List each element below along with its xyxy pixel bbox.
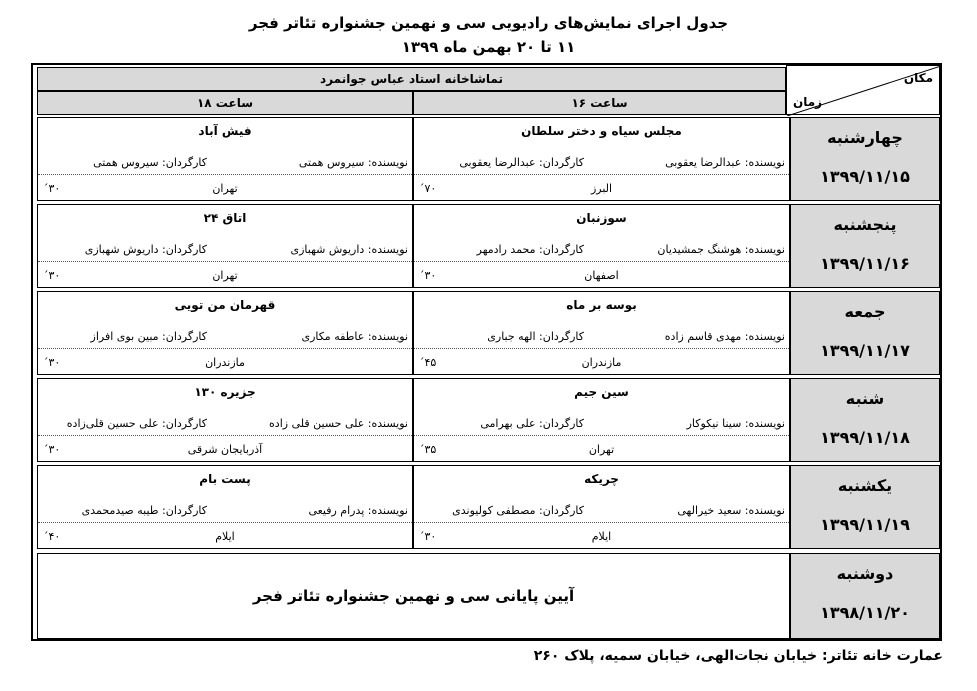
day-cell — [790, 117, 940, 201]
dotted-divider — [38, 435, 412, 436]
show-director: کارگردان: محمد رادمهر — [476, 243, 584, 256]
show-title: مجلس سیاه و دختر سلطان — [521, 124, 682, 138]
show-city: البرز — [590, 182, 613, 195]
show-writer: نویسنده: سعید خیرالهی — [677, 504, 785, 517]
corner-header — [786, 65, 940, 115]
day-date: ۱۳۹۹/۱۱/۱۷ — [820, 341, 910, 360]
show-writer: نویسنده: پدرام رفیعی — [308, 504, 408, 517]
day-name: چهارشنبه — [827, 128, 903, 147]
day-name: پنجشنبه — [833, 215, 897, 234]
show-cell-s16 — [413, 378, 790, 462]
show-city: تهران — [588, 443, 615, 456]
show-duration: ۳۰´ — [43, 443, 61, 456]
day-name: دوشنبه — [836, 564, 894, 583]
day-date: ۱۳۹۸/۱۱/۲۰ — [820, 603, 910, 622]
show-duration: ۳۰´ — [43, 182, 61, 195]
dotted-divider — [414, 261, 789, 262]
day-cell-last — [790, 553, 940, 639]
day-date: ۱۳۹۹/۱۱/۱۸ — [820, 428, 910, 447]
show-city: ایلام — [591, 530, 612, 543]
show-writer: نویسنده: عبدالرضا یعقوبی — [665, 156, 785, 169]
day-date: ۱۳۹۹/۱۱/۱۵ — [820, 167, 910, 186]
show-duration: ۴۰´ — [43, 530, 61, 543]
show-cell-s18 — [37, 378, 413, 462]
day-cell — [790, 204, 940, 288]
show-writer: نویسنده: هوشنگ جمشیدیان — [657, 243, 785, 256]
show-city: تهران — [212, 182, 238, 195]
show-director: کارگردان: مبین بوی افراز — [90, 330, 207, 343]
show-title: قهرمان من تویی — [174, 298, 276, 312]
dotted-divider — [414, 435, 789, 436]
show-cell-s16 — [413, 465, 790, 549]
dotted-divider — [38, 261, 412, 262]
show-cell-s16 — [413, 117, 790, 201]
show-city: ایلام — [215, 530, 235, 543]
show-director: کارگردان: داریوش شهبازی — [84, 243, 207, 256]
show-duration: ۳۵´ — [419, 443, 437, 456]
slot-16-header: ساعت ۱۶ — [413, 91, 786, 115]
show-writer: نویسنده: داریوش شهبازی — [290, 243, 408, 256]
show-cell-s18 — [37, 291, 413, 375]
show-cell-s18 — [37, 204, 413, 288]
dotted-divider — [38, 522, 412, 523]
day-date: ۱۳۹۹/۱۱/۱۹ — [820, 515, 910, 534]
show-title: پست بام — [199, 472, 251, 486]
day-cell — [790, 378, 940, 462]
venue-header: تماشاخانه استاد عباس جوانمرد — [37, 67, 786, 91]
show-title: چریکه — [584, 472, 619, 486]
show-duration: ۳۰´ — [43, 269, 61, 282]
show-title: اتاق ۲۴ — [203, 211, 247, 225]
show-director: کارگردان: الهه جباری — [487, 330, 584, 343]
time-label: زمان — [793, 95, 823, 109]
place-label: مکان — [903, 71, 933, 85]
show-city: تهران — [212, 269, 238, 282]
show-writer: نویسنده: سینا نیکوکار — [686, 417, 785, 430]
show-director: کارگردان: علی حسین قلی‌زاده — [66, 417, 207, 430]
show-city: اصفهان — [584, 269, 619, 282]
show-director: کارگردان: عبدالرضا یعقوبی — [459, 156, 584, 169]
show-writer: نویسنده: عاطفه مکاری — [301, 330, 408, 343]
show-title: سین جیم — [574, 385, 629, 399]
show-duration: ۳۰´ — [419, 269, 437, 282]
day-cell — [790, 465, 940, 549]
show-cell-s16 — [413, 291, 790, 375]
show-city: مازندران — [205, 356, 245, 369]
show-cell-s18 — [37, 465, 413, 549]
show-title: جزیره ۱۳۰ — [194, 385, 256, 399]
day-cell — [790, 291, 940, 375]
address-footer: عمارت خانه تئاتر: خیابان نجات‌الهی، خیابان سمیه، پلاک ۲۶۰ — [533, 648, 943, 664]
page-title: جدول اجرای نمایش‌های رادیویی سی و نهمین جشنواره تئاتر فجر — [248, 14, 729, 32]
dotted-divider — [414, 174, 789, 175]
show-title: فیش آباد — [198, 124, 252, 138]
show-duration: ۳۰´ — [43, 356, 61, 369]
show-city: مازندران — [581, 356, 622, 369]
show-director: کارگردان: سیروس همتی — [93, 156, 207, 169]
day-name: جمعه — [844, 302, 886, 321]
page-subtitle: ۱۱ تا ۲۰ بهمن ماه ۱۳۹۹ — [401, 38, 576, 56]
dotted-divider — [414, 348, 789, 349]
show-duration: ۳۰´ — [419, 530, 437, 543]
show-title: سوزنبان — [576, 211, 627, 225]
show-writer: نویسنده: سیروس همتی — [298, 156, 408, 169]
show-director: کارگردان: علی بهرامی — [480, 417, 584, 430]
show-writer: نویسنده: علی حسین قلی زاده — [269, 417, 408, 430]
show-cell-s16 — [413, 204, 790, 288]
closing-ceremony: آیین پایانی سی و نهمین جشنواره تئاتر فجر — [37, 553, 790, 639]
show-city: آذربایجان شرقی — [187, 443, 263, 456]
day-name: یکشنبه — [837, 476, 893, 495]
dotted-divider — [38, 174, 412, 175]
slot-18-header: ساعت ۱۸ — [37, 91, 413, 115]
show-title: بوسه بر ماه — [566, 298, 637, 312]
show-director: کارگردان: مصطفی کولیوندی — [452, 504, 584, 517]
schedule-table — [31, 63, 942, 641]
show-duration: ۷۰´ — [419, 182, 437, 195]
dotted-divider — [38, 348, 412, 349]
dotted-divider — [414, 522, 789, 523]
show-director: کارگردان: طیبه صیدمحمدی — [81, 504, 207, 517]
show-cell-s18 — [37, 117, 413, 201]
show-writer: نویسنده: مهدی قاسم زاده — [664, 330, 785, 343]
day-name: شنبه — [845, 389, 885, 408]
day-date: ۱۳۹۹/۱۱/۱۶ — [820, 254, 910, 273]
show-duration: ۴۵´ — [419, 356, 437, 369]
